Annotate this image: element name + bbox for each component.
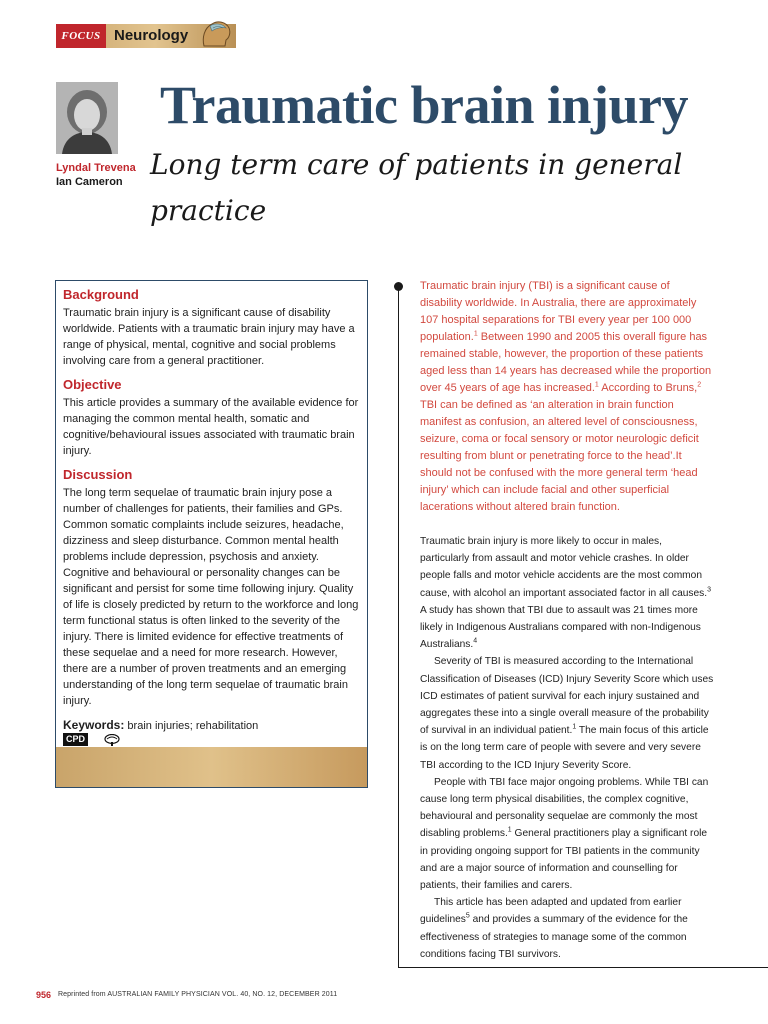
discussion-text: The long term sequelae of traumatic brain injury pose a number of challenges for patients, their families and GPs. Common somatic complaints include seizures, headache, dizziness and sleep disturbance. Common mental health problems include depression, psychosis and anxiety. Cognitive and behavioural or personality changes can be significant and persist for some time following injury. Quality of life is closely predicted by return to the workforce and long term functional status is often linked to the severity of the injury. There is limited evidence for effective treatments of these sequelae and a need for more research. However, there are a number of proven treatments and an emerging understanding of the long term sequelae of traumatic brain injury. [63, 487, 359, 707]
citation-ref: 1 [594, 381, 599, 389]
citation-ref: 1 [507, 827, 512, 835]
author-photo [56, 82, 118, 154]
citation-ref: 4 [473, 637, 478, 645]
citation-ref: 5 [465, 913, 470, 921]
author-portrait-icon [56, 82, 118, 154]
citation-ref: 1 [572, 723, 577, 731]
background-heading: Background [63, 287, 139, 302]
cpd-badge: CPD [63, 733, 88, 746]
body-text-3a: People with TBI face major ongoing problems. While TBI can cause long term physical disabilities, the complex cognitive, behavioural and personality sequelae are commonly the most disabling problems. [420, 776, 709, 840]
page-number: 956 [36, 990, 52, 1000]
discussion-heading: Discussion [63, 467, 133, 482]
body-paragraph [420, 653, 714, 773]
body-paragraph [420, 894, 714, 963]
body-text-4a: This article has been adapted and updated from earlier guidelines [420, 897, 682, 926]
body-text-2a: Severity of TBI is measured according to the International Classification of Diseases (ICD) Injury Severity Score which uses ICD estimates of patient survival for each injury sustained and aggregates these into a single overall measure of the probability of survival in an individual patient. [420, 656, 714, 737]
body-text [420, 533, 714, 963]
body-text-1b: A study has shown that TBI due to assault was 21 times more likely in Indigenous Australians compared with non-Indigenous Australians. [420, 604, 701, 651]
section-header-bar [56, 24, 236, 48]
tree-icon [104, 734, 120, 746]
abstract-footer-texture [56, 747, 367, 787]
intro-text-4: TBI can be defined as ‘an alteration in brain function manifest as confusion, an altered level of consciousness, seizure, coma or focal sensory or motor neurologic deficit resulting from blunt or penetrating force to the head’.It should not be confused with the more general term ‘head injury’ which can include facial and other superficial lacerations without altered brain function. [420, 399, 699, 513]
keywords-text: brain injuries; rehabilitation [127, 720, 259, 732]
abstract-box [55, 280, 368, 788]
body-paragraph [420, 774, 714, 894]
background-text: Traumatic brain injury is a significant cause of disability worldwide. Patients with a traumatic brain injury may have a range of physical, mental, cognitive and social problems involving care from a general practitioner. [63, 307, 355, 367]
objective-heading: Objective [63, 377, 122, 392]
citation-ref: 2 [697, 381, 702, 389]
intro-paragraph [420, 278, 714, 516]
lead-author: Lyndal Trevena [56, 162, 136, 174]
column-rule-horizontal [398, 967, 768, 968]
body-text-1a: Traumatic brain injury is more likely to occur in males, particularly from assault and motor vehicle crashes. In older people falls and motor vehicle accidents are the most common cause, with alcohol an important associated factor in all causes. [420, 536, 708, 599]
body-text-4b: and provides a summary of the evidence for the effectiveness of strategies to manage some of the common conditions facing TBI survivors. [420, 914, 688, 960]
body-paragraph [420, 533, 714, 653]
head-profile-icon [198, 18, 232, 48]
article-subtitle: Long term care of patients in general practice [150, 148, 683, 227]
reprint-notice: Reprinted from AUSTRALIAN FAMILY PHYSICIAN VOL. 40, NO. 12, DECEMBER 2011 [58, 991, 338, 998]
intro-text-2: Between 1990 and 2005 this overall figure has remained stable, however, the proportion of these patients aged less than 14 years has decreased while the proportion over 45 years of age has increased. [420, 331, 712, 394]
keywords-label: Keywords: [63, 718, 125, 732]
citation-ref: 3 [707, 586, 712, 594]
body-text-3b: General practitioners play a significant role in providing ongoing support for TBI patients in the community and are a major source of information and counselling for patients, their families and carers. [420, 828, 708, 892]
abstract-icons [63, 731, 120, 745]
co-author: Ian Cameron [56, 176, 123, 188]
objective-text: This article provides a summary of the available evidence for managing the common mental health, somatic and cognitive/behavioural issues associated with traumatic brain injury. [63, 397, 359, 457]
intro-text-3: According to Bruns, [598, 382, 698, 394]
article-title: Traumatic brain injury [160, 75, 688, 135]
section-name: Neurology [114, 27, 189, 44]
body-text-2b: The main focus of this article is on the long term care of people with severe and very severe TBI according to the ICD Injury Severity Score. [420, 725, 709, 771]
column-rule-vertical [398, 286, 399, 968]
intro-text-1: Traumatic brain injury (TBI) is a significant cause of disability worldwide. In Australia, there are approximately 107 hospital separations for TBI every year per 100 000 population. [420, 280, 697, 343]
focus-tag: FOCUS [56, 24, 106, 48]
citation-ref: 1 [473, 330, 478, 338]
